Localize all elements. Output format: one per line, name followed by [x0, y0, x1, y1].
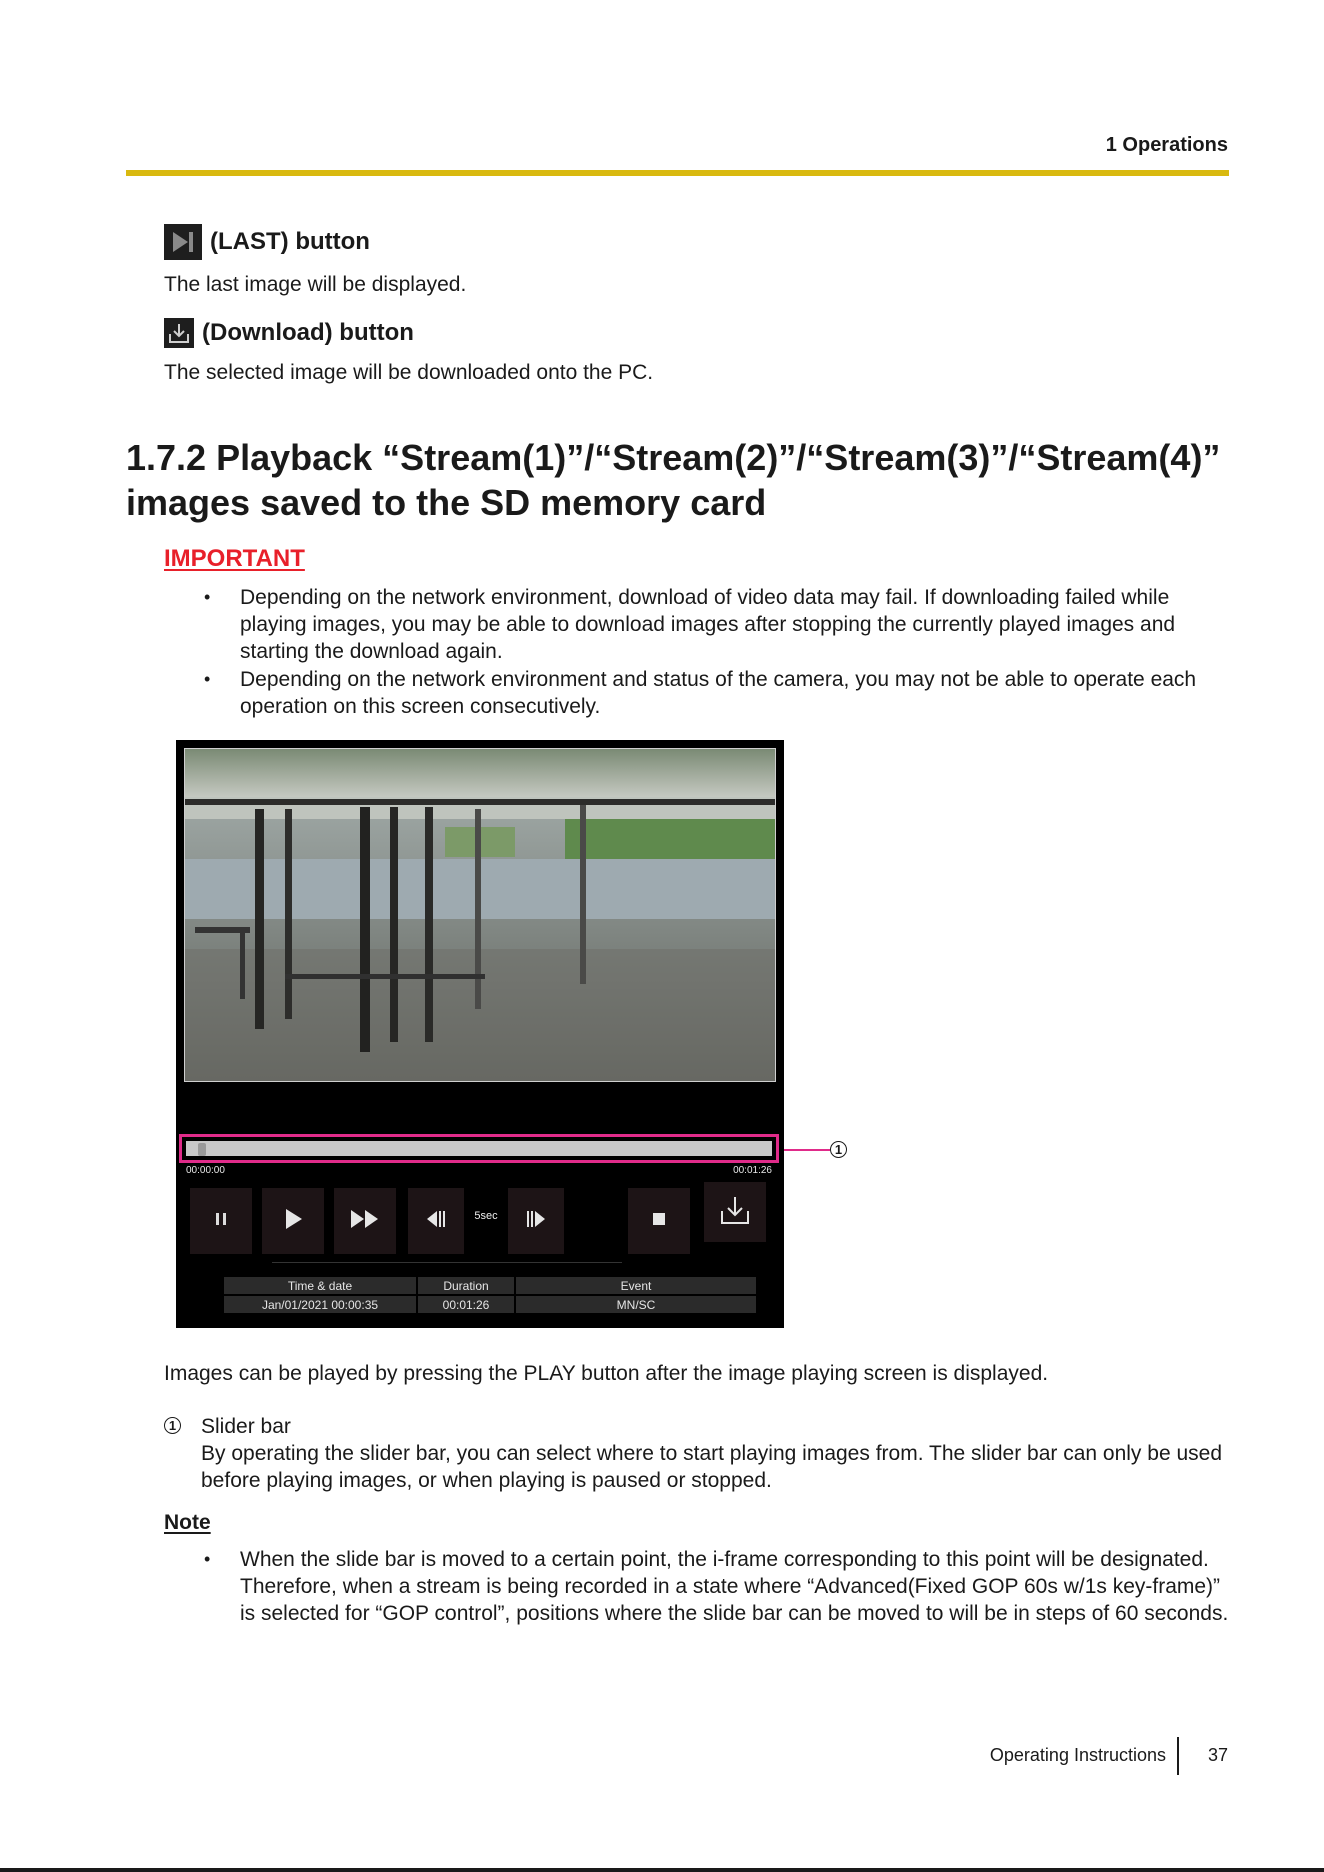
- table-header-row: [224, 1277, 756, 1294]
- important-item: • Depending on the network environment and status of the camera, you may not be able to operate each operation on this screen consecutively.: [164, 666, 1234, 720]
- bottom-rule: [0, 1868, 1324, 1872]
- callout-marker: 1: [830, 1141, 847, 1158]
- body-text: Images can be played by pressing the PLAY button after the image playing screen is displayed.: [164, 1362, 1049, 1385]
- last-button-title: (LAST) button: [210, 228, 370, 255]
- skip-forward-icon: [525, 1210, 547, 1233]
- note-item: • When the slide bar is moved to a certain point, the i-frame corresponding to this point will be designated. Therefore, when a stream is being recorded in a state where “Advanced(Fixed GOP 60s w/1s key-frame)” is selected for “GOP control”, positions where the slide bar can be moved to will be in steps of 60 seconds.: [164, 1546, 1234, 1627]
- last-icon: [164, 224, 202, 260]
- end-time: 00:01:26: [733, 1165, 772, 1176]
- section-title-line-2: images saved to the SD memory card: [126, 482, 767, 523]
- footer-divider: [1177, 1737, 1179, 1775]
- table-header: Event: [516, 1277, 756, 1294]
- callout-line: [784, 1149, 830, 1151]
- playback-screenshot: [176, 740, 784, 1328]
- table-row[interactable]: [224, 1296, 756, 1313]
- slider-highlight: [179, 1134, 779, 1163]
- play-button[interactable]: [262, 1188, 324, 1254]
- fast-forward-button[interactable]: [334, 1188, 396, 1254]
- table-header: Duration: [418, 1277, 514, 1294]
- start-time: 00:00:00: [186, 1165, 225, 1176]
- table-header: Time & date: [224, 1277, 416, 1294]
- last-button-heading: [164, 224, 370, 260]
- download-icon: [164, 318, 194, 348]
- skip-forward-button[interactable]: [508, 1188, 564, 1254]
- camera-image: [185, 749, 776, 1082]
- download-button-title: (Download) button: [202, 319, 414, 346]
- pause-button[interactable]: [190, 1188, 252, 1254]
- stop-icon: [652, 1212, 666, 1231]
- last-button-description: The last image will be displayed.: [164, 273, 467, 296]
- section-title-line-1: 1.7.2 Playback “Stream(1)”/“Stream(2)”/“Stream(3)”/“Stream(4)”: [126, 437, 1221, 478]
- recording-info-table: [224, 1277, 756, 1315]
- skip-back-icon: [425, 1210, 447, 1233]
- table-cell: 00:01:26: [418, 1296, 514, 1313]
- important-item: • Depending on the network environment, download of video data may fail. If downloading failed while playing images, you may be able to download images after stopping the currently played images and starting the download again.: [164, 584, 1234, 665]
- play-icon: [283, 1208, 303, 1235]
- important-label: IMPORTANT: [164, 545, 305, 572]
- header-rule: [126, 170, 1229, 176]
- download-button-heading: [164, 318, 414, 348]
- download-button-description: The selected image will be downloaded onto the PC.: [164, 361, 654, 384]
- skip-back-button[interactable]: [408, 1188, 464, 1254]
- slider-item-title: Slider bar: [201, 1415, 291, 1438]
- section-header: 1 Operations: [1105, 134, 1228, 156]
- table-cell: Jan/01/2021 00:00:35: [224, 1296, 416, 1313]
- slider-thumb[interactable]: [198, 1143, 206, 1156]
- skip-interval: 5sec: [474, 1210, 498, 1222]
- slider-bar[interactable]: [186, 1141, 772, 1156]
- note-label: Note: [164, 1511, 211, 1534]
- section-title: [126, 435, 1236, 525]
- fast-forward-icon: [350, 1209, 380, 1234]
- table-cell: MN/SC: [516, 1296, 756, 1313]
- slider-item-number: 1: [164, 1417, 181, 1434]
- download-icon: [719, 1195, 751, 1230]
- page-number: 37: [1207, 1745, 1228, 1765]
- pause-icon: [213, 1211, 229, 1232]
- important-list: [164, 584, 1234, 720]
- stop-button[interactable]: [628, 1188, 690, 1254]
- video-frame: [184, 748, 776, 1082]
- player-download-button[interactable]: [704, 1182, 766, 1242]
- note-list: [164, 1546, 1234, 1627]
- controls-divider: [272, 1262, 622, 1263]
- slider-item-description: By operating the slider bar, you can select where to start playing images from. The slider bar can only be used before playing images, or when playing is paused or stopped.: [201, 1442, 1222, 1492]
- footer-title: Operating Instructions: [989, 1745, 1166, 1765]
